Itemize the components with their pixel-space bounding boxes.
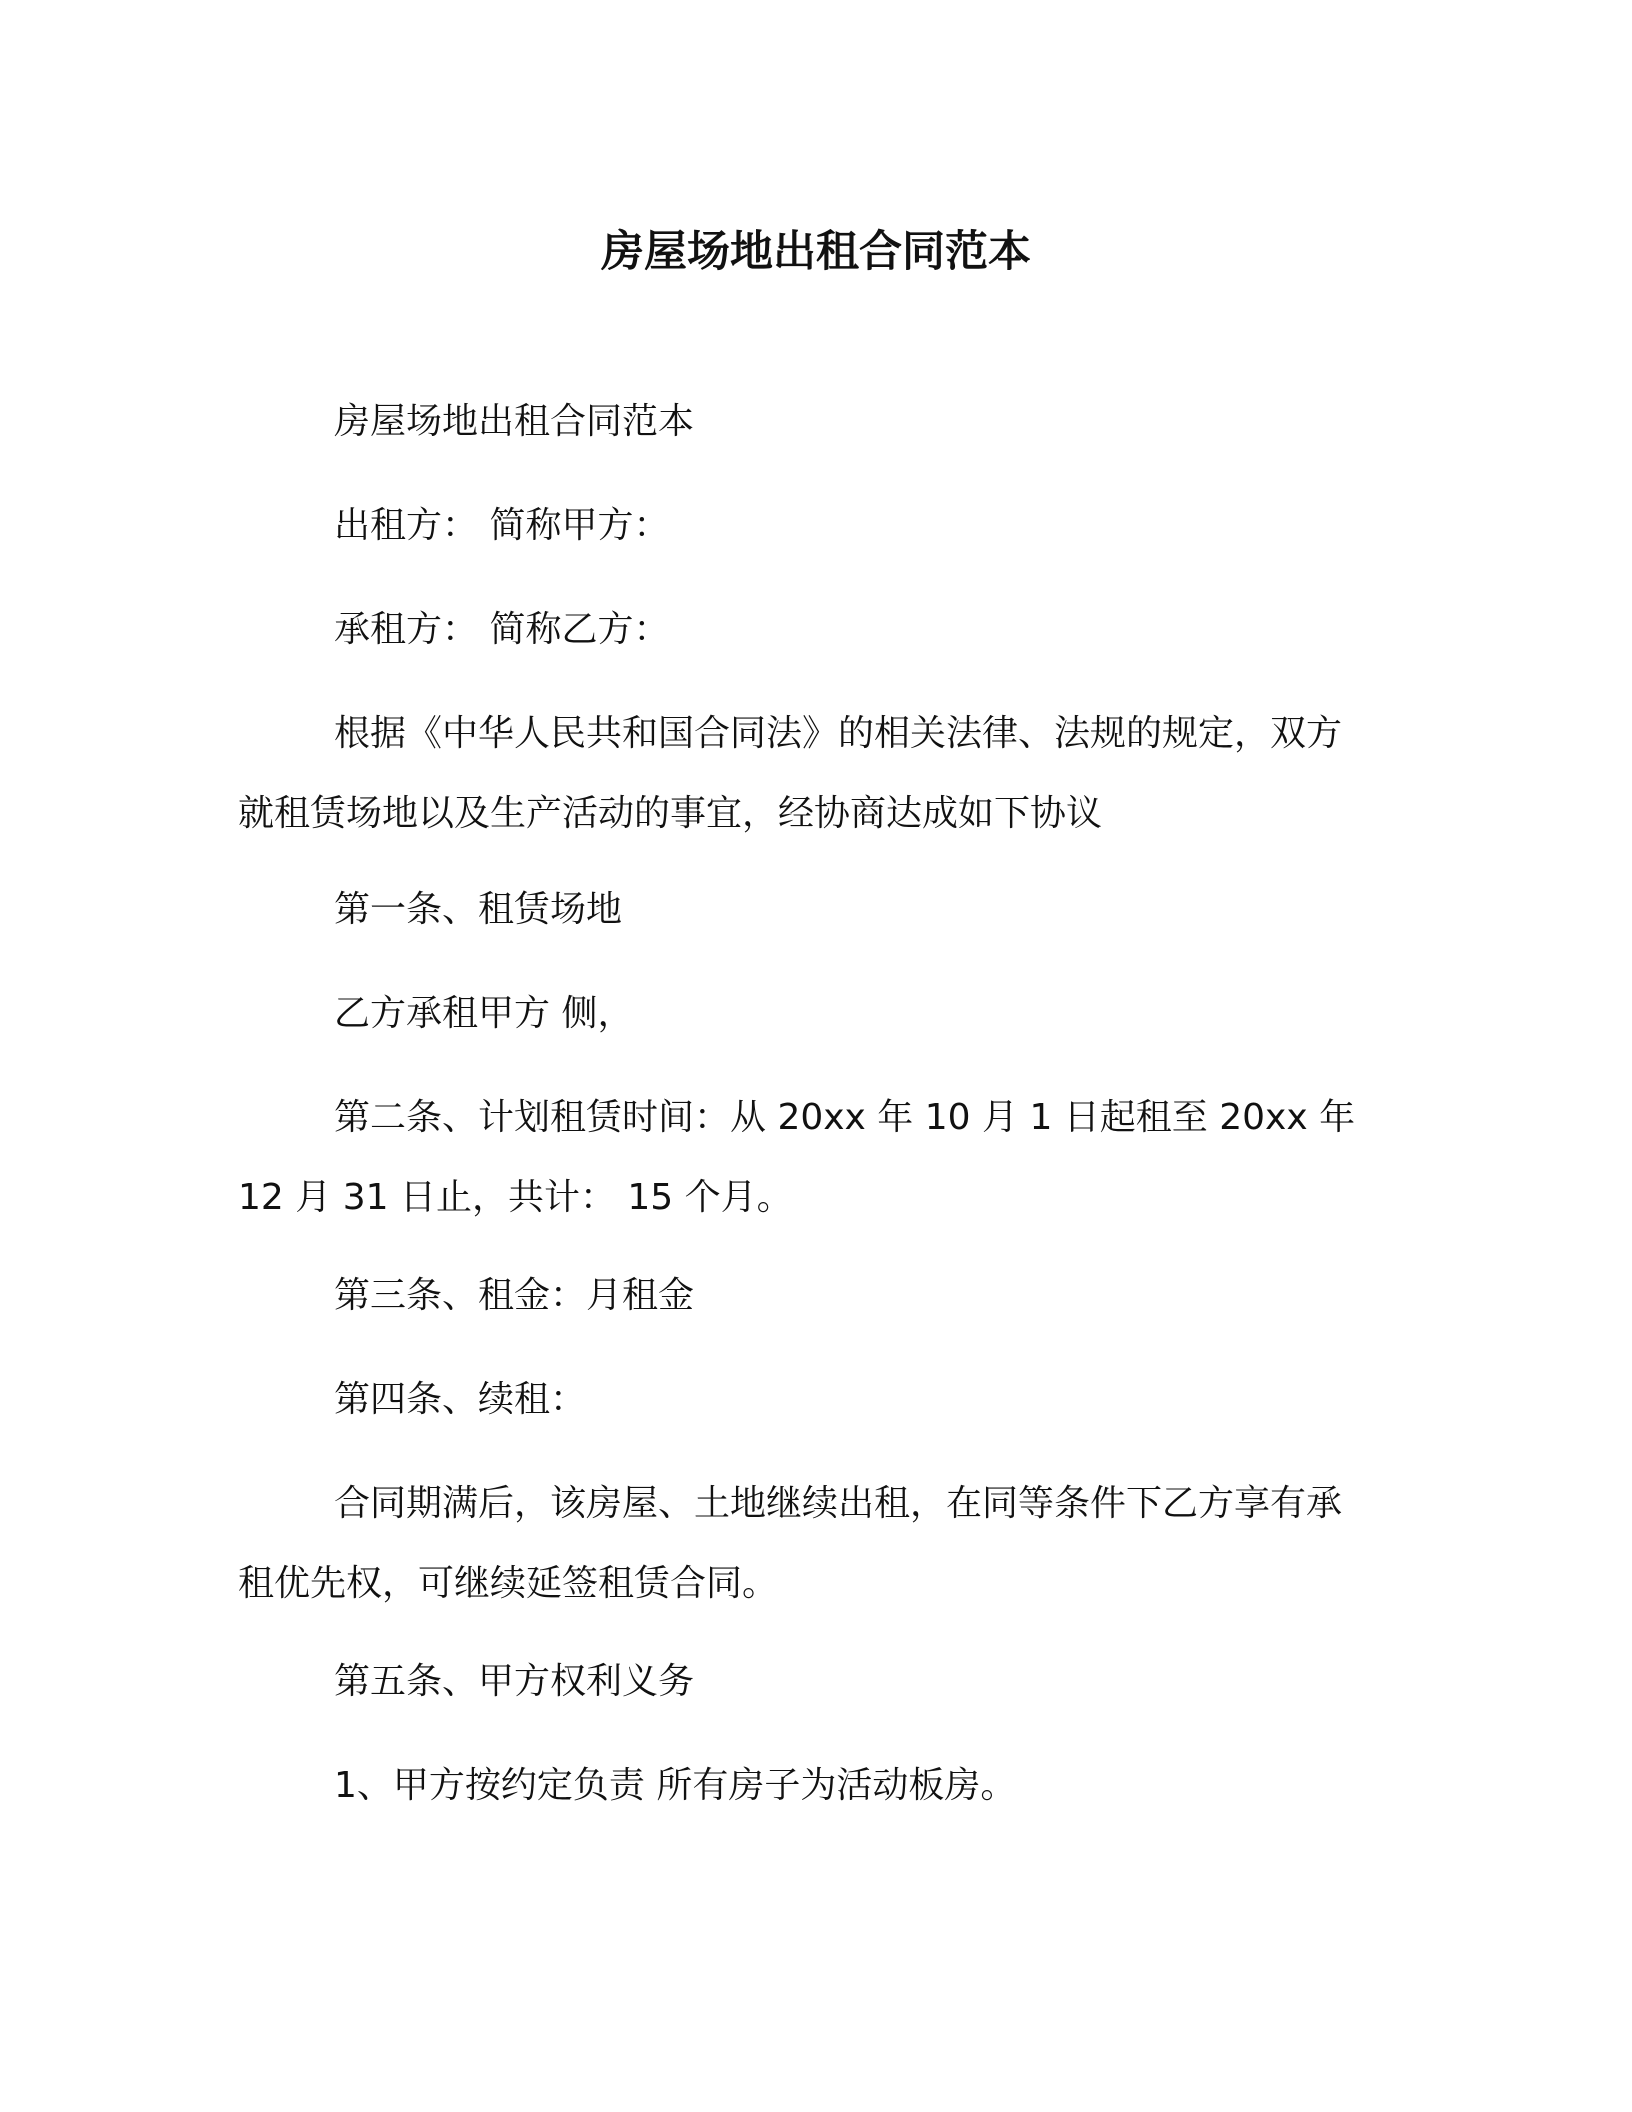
paragraph-article-3: 第三条、租金：月租金 [334, 1275, 695, 1316]
paragraph-lessee: 承租方： 简称乙方： [334, 609, 670, 650]
paragraph-lessor: 出租方： 简称甲方： [334, 505, 670, 546]
paragraph-article-5-item-1: 1、甲方按约定负责 所有房子为活动板房。 [334, 1765, 1017, 1806]
paragraph-article-4: 第四条、续租： [334, 1379, 587, 1420]
paragraph-subtitle: 房屋场地出租合同范本 [334, 401, 695, 442]
paragraph-article-4-body: 合同期满后，该房屋、土地继续出租，在同等条件下乙方享有承租优先权，可继续延签租赁合同。 [238, 1483, 1343, 1604]
paragraph-article-5: 第五条、甲方权利义务 [334, 1661, 695, 1702]
paragraph-article-2: 第二条、计划租赁时间：从 20xx 年 10 月 1 日起租至 20xx 年 12 月 31 日止，共计： 15 个月。 [238, 1097, 1356, 1218]
paragraph-article-1-body: 乙方承租甲方 侧， [334, 993, 634, 1034]
paragraph-preamble: 根据《中华人民共和国合同法》的相关法律、法规的规定，双方就租赁场地以及生产活动的事宜，经协商达成如下协议 [238, 713, 1343, 834]
document-title: 房屋场地出租合同范本 [601, 227, 1031, 277]
paragraph-article-1: 第一条、租赁场地 [334, 889, 623, 930]
